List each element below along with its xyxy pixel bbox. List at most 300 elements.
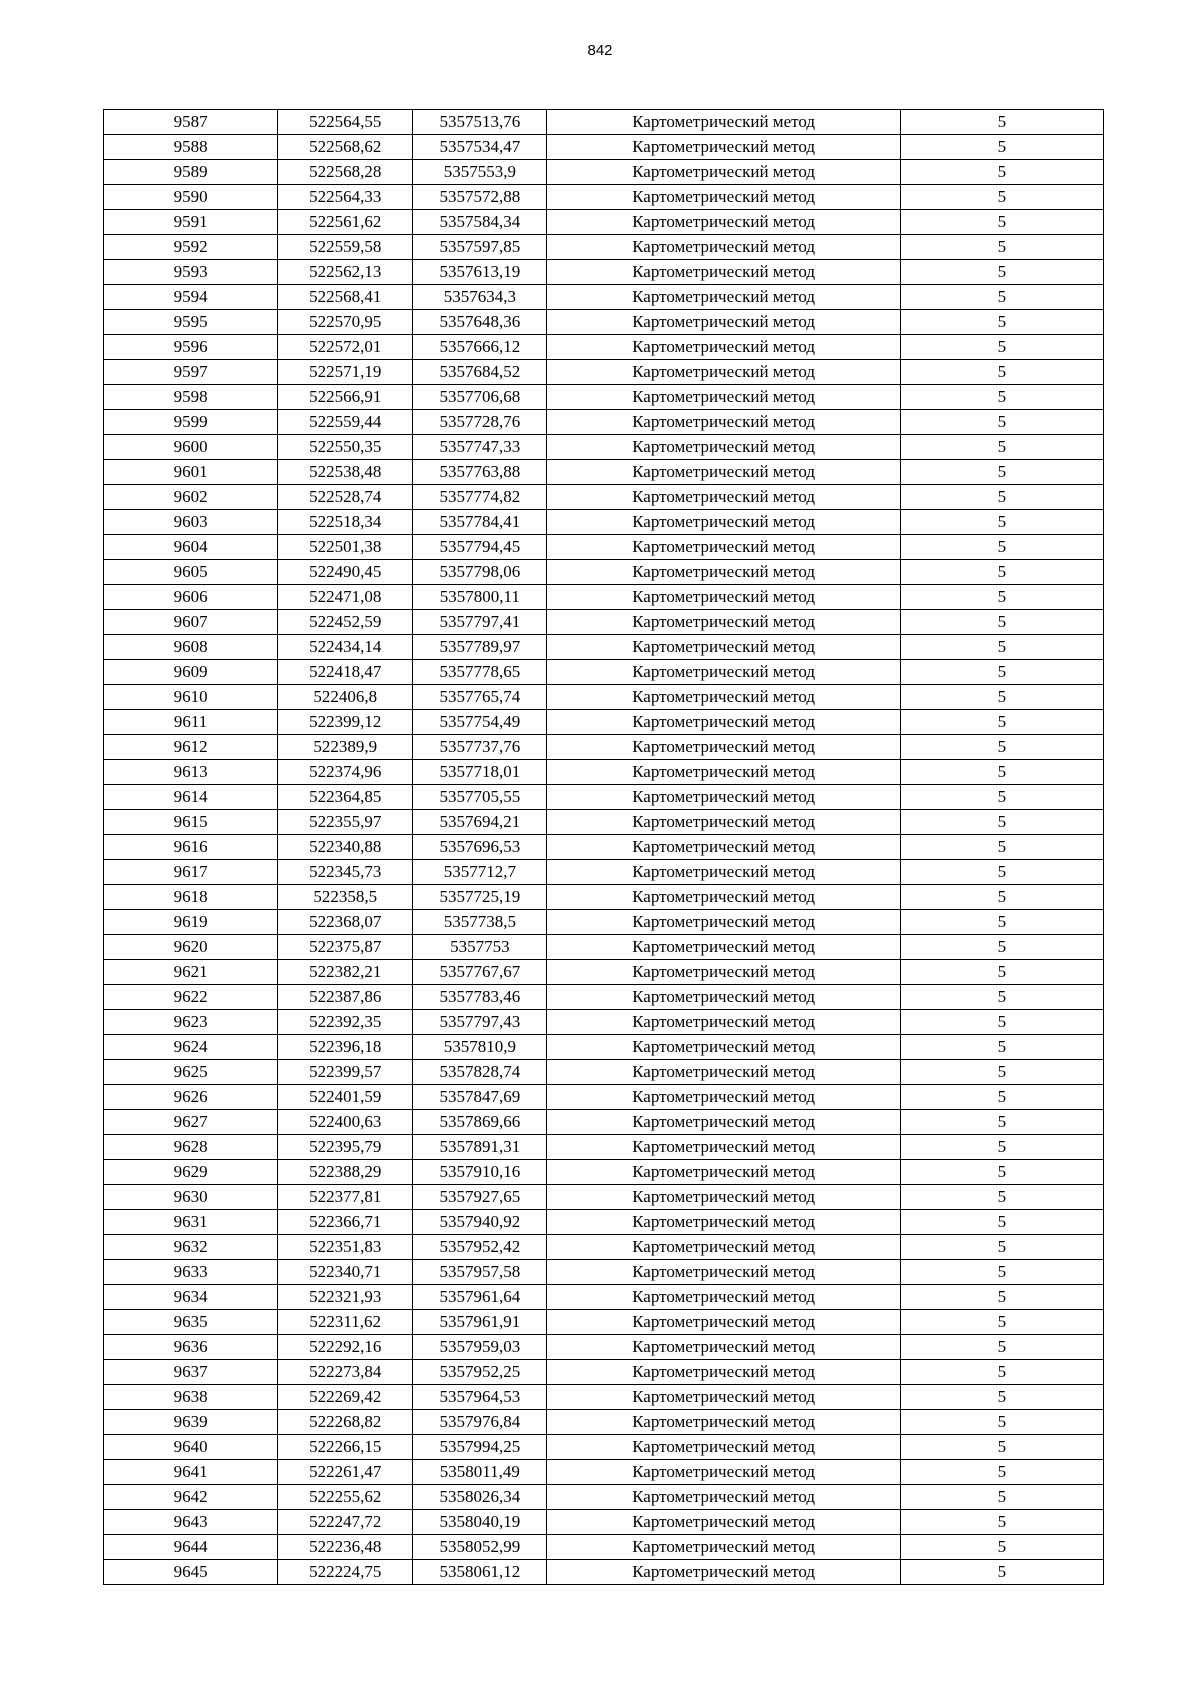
table-row [104, 460, 1104, 485]
page-number: 842 [587, 42, 613, 59]
method-cell: Картометрический метод [547, 1010, 900, 1035]
point-number-cell: 9603 [104, 510, 278, 535]
point-number-cell: 9606 [104, 585, 278, 610]
method-cell: Картометрический метод [547, 1210, 900, 1235]
table-row [104, 1235, 1104, 1260]
y-coordinate-cell: 5357728,76 [413, 410, 547, 435]
accuracy-cell: 5 [900, 160, 1103, 185]
x-coordinate-cell: 522395,79 [278, 1135, 413, 1160]
table-row [104, 1285, 1104, 1310]
y-coordinate-cell: 5357869,66 [413, 1110, 547, 1135]
point-number-cell: 9644 [104, 1535, 278, 1560]
y-coordinate-cell: 5357684,52 [413, 360, 547, 385]
method-cell: Картометрический метод [547, 460, 900, 485]
point-number-cell: 9609 [104, 660, 278, 685]
y-coordinate-cell: 5357763,88 [413, 460, 547, 485]
table-row [104, 1310, 1104, 1335]
y-coordinate-cell: 5357737,76 [413, 735, 547, 760]
accuracy-cell: 5 [900, 510, 1103, 535]
x-coordinate-cell: 522559,58 [278, 235, 413, 260]
accuracy-cell: 5 [900, 1535, 1103, 1560]
accuracy-cell: 5 [900, 285, 1103, 310]
table-row [104, 1135, 1104, 1160]
y-coordinate-cell: 5357952,25 [413, 1360, 547, 1385]
method-cell: Картометрический метод [547, 710, 900, 735]
table-row [104, 185, 1104, 210]
table-row [104, 585, 1104, 610]
x-coordinate-cell: 522268,82 [278, 1410, 413, 1435]
table-row [104, 960, 1104, 985]
method-cell: Картометрический метод [547, 760, 900, 785]
y-coordinate-cell: 5357797,41 [413, 610, 547, 635]
table-row [104, 610, 1104, 635]
y-coordinate-cell: 5357961,91 [413, 1310, 547, 1335]
accuracy-cell: 5 [900, 1385, 1103, 1410]
method-cell: Картометрический метод [547, 585, 900, 610]
y-coordinate-cell: 5357738,5 [413, 910, 547, 935]
method-cell: Картометрический метод [547, 1110, 900, 1135]
method-cell: Картометрический метод [547, 110, 900, 135]
y-coordinate-cell: 5358026,34 [413, 1485, 547, 1510]
x-coordinate-cell: 522366,71 [278, 1210, 413, 1235]
point-number-cell: 9635 [104, 1310, 278, 1335]
method-cell: Картометрический метод [547, 385, 900, 410]
accuracy-cell: 5 [900, 535, 1103, 560]
point-number-cell: 9620 [104, 935, 278, 960]
table-row [104, 1185, 1104, 1210]
y-coordinate-cell: 5358061,12 [413, 1560, 547, 1585]
method-cell: Картометрический метод [547, 635, 900, 660]
accuracy-cell: 5 [900, 185, 1103, 210]
x-coordinate-cell: 522345,73 [278, 860, 413, 885]
point-number-cell: 9638 [104, 1385, 278, 1410]
method-cell: Картометрический метод [547, 1535, 900, 1560]
table-row [104, 985, 1104, 1010]
method-cell: Картометрический метод [547, 285, 900, 310]
table-row [104, 285, 1104, 310]
accuracy-cell: 5 [900, 1035, 1103, 1060]
accuracy-cell: 5 [900, 485, 1103, 510]
x-coordinate-cell: 522375,87 [278, 935, 413, 960]
accuracy-cell: 5 [900, 585, 1103, 610]
y-coordinate-cell: 5357810,9 [413, 1035, 547, 1060]
method-cell: Картометрический метод [547, 360, 900, 385]
method-cell: Картометрический метод [547, 660, 900, 685]
x-coordinate-cell: 522501,38 [278, 535, 413, 560]
x-coordinate-cell: 522340,71 [278, 1260, 413, 1285]
y-coordinate-cell: 5358052,99 [413, 1535, 547, 1560]
accuracy-cell: 5 [900, 1460, 1103, 1485]
table-row [104, 110, 1104, 135]
y-coordinate-cell: 5357513,76 [413, 110, 547, 135]
table-row [104, 1535, 1104, 1560]
table-row [104, 935, 1104, 960]
method-cell: Картометрический метод [547, 485, 900, 510]
x-coordinate-cell: 522564,55 [278, 110, 413, 135]
table-row [104, 135, 1104, 160]
point-number-cell: 9608 [104, 635, 278, 660]
x-coordinate-cell: 522571,19 [278, 360, 413, 385]
x-coordinate-cell: 522321,93 [278, 1285, 413, 1310]
x-coordinate-cell: 522351,83 [278, 1235, 413, 1260]
x-coordinate-cell: 522396,18 [278, 1035, 413, 1060]
point-number-cell: 9645 [104, 1560, 278, 1585]
x-coordinate-cell: 522273,84 [278, 1360, 413, 1385]
accuracy-cell: 5 [900, 1360, 1103, 1385]
method-cell: Картометрический метод [547, 685, 900, 710]
accuracy-cell: 5 [900, 1010, 1103, 1035]
method-cell: Картометрический метод [547, 560, 900, 585]
point-number-cell: 9618 [104, 885, 278, 910]
y-coordinate-cell: 5357927,65 [413, 1185, 547, 1210]
table-row [104, 1435, 1104, 1460]
accuracy-cell: 5 [900, 860, 1103, 885]
accuracy-cell: 5 [900, 210, 1103, 235]
method-cell: Картометрический метод [547, 1285, 900, 1310]
x-coordinate-cell: 522387,86 [278, 985, 413, 1010]
x-coordinate-cell: 522406,8 [278, 685, 413, 710]
accuracy-cell: 5 [900, 1110, 1103, 1135]
x-coordinate-cell: 522388,29 [278, 1160, 413, 1185]
y-coordinate-cell: 5358011,49 [413, 1460, 547, 1485]
y-coordinate-cell: 5357797,43 [413, 1010, 547, 1035]
table-row [104, 1410, 1104, 1435]
y-coordinate-cell: 5357910,16 [413, 1160, 547, 1185]
point-number-cell: 9605 [104, 560, 278, 585]
method-cell: Картометрический метод [547, 185, 900, 210]
point-number-cell: 9612 [104, 735, 278, 760]
x-coordinate-cell: 522550,35 [278, 435, 413, 460]
method-cell: Картометрический метод [547, 160, 900, 185]
accuracy-cell: 5 [900, 435, 1103, 460]
accuracy-cell: 5 [900, 110, 1103, 135]
accuracy-cell: 5 [900, 560, 1103, 585]
table-row [104, 1060, 1104, 1085]
method-cell: Картометрический метод [547, 1335, 900, 1360]
accuracy-cell: 5 [900, 710, 1103, 735]
accuracy-cell: 5 [900, 1435, 1103, 1460]
coordinates-table [103, 109, 1104, 1585]
point-number-cell: 9636 [104, 1335, 278, 1360]
y-coordinate-cell: 5357891,31 [413, 1135, 547, 1160]
x-coordinate-cell: 522572,01 [278, 335, 413, 360]
accuracy-cell: 5 [900, 985, 1103, 1010]
x-coordinate-cell: 522389,9 [278, 735, 413, 760]
accuracy-cell: 5 [900, 735, 1103, 760]
point-number-cell: 9590 [104, 185, 278, 210]
accuracy-cell: 5 [900, 1410, 1103, 1435]
accuracy-cell: 5 [900, 1310, 1103, 1335]
x-coordinate-cell: 522255,62 [278, 1485, 413, 1510]
accuracy-cell: 5 [900, 1285, 1103, 1310]
point-number-cell: 9597 [104, 360, 278, 385]
x-coordinate-cell: 522247,72 [278, 1510, 413, 1535]
x-coordinate-cell: 522568,41 [278, 285, 413, 310]
accuracy-cell: 5 [900, 660, 1103, 685]
method-cell: Картометрический метод [547, 735, 900, 760]
accuracy-cell: 5 [900, 1235, 1103, 1260]
y-coordinate-cell: 5357666,12 [413, 335, 547, 360]
accuracy-cell: 5 [900, 385, 1103, 410]
y-coordinate-cell: 5357696,53 [413, 835, 547, 860]
y-coordinate-cell: 5357800,11 [413, 585, 547, 610]
method-cell: Картометрический метод [547, 210, 900, 235]
point-number-cell: 9630 [104, 1185, 278, 1210]
method-cell: Картометрический метод [547, 335, 900, 360]
accuracy-cell: 5 [900, 1260, 1103, 1285]
point-number-cell: 9631 [104, 1210, 278, 1235]
y-coordinate-cell: 5357613,19 [413, 260, 547, 285]
method-cell: Картометрический метод [547, 910, 900, 935]
table-row [104, 1485, 1104, 1510]
method-cell: Картометрический метод [547, 860, 900, 885]
accuracy-cell: 5 [900, 1160, 1103, 1185]
x-coordinate-cell: 522528,74 [278, 485, 413, 510]
x-coordinate-cell: 522399,57 [278, 1060, 413, 1085]
method-cell: Картометрический метод [547, 985, 900, 1010]
y-coordinate-cell: 5357778,65 [413, 660, 547, 685]
x-coordinate-cell: 522374,96 [278, 760, 413, 785]
method-cell: Картометрический метод [547, 935, 900, 960]
y-coordinate-cell: 5357952,42 [413, 1235, 547, 1260]
accuracy-cell: 5 [900, 360, 1103, 385]
x-coordinate-cell: 522418,47 [278, 660, 413, 685]
method-cell: Картометрический метод [547, 810, 900, 835]
table-row [104, 1160, 1104, 1185]
table-row [104, 860, 1104, 885]
point-number-cell: 9641 [104, 1460, 278, 1485]
y-coordinate-cell: 5357765,74 [413, 685, 547, 710]
y-coordinate-cell: 5357694,21 [413, 810, 547, 835]
method-cell: Картометрический метод [547, 785, 900, 810]
table-row [104, 1210, 1104, 1235]
point-number-cell: 9633 [104, 1260, 278, 1285]
method-cell: Картометрический метод [547, 835, 900, 860]
accuracy-cell: 5 [900, 1085, 1103, 1110]
table-row [104, 710, 1104, 735]
accuracy-cell: 5 [900, 610, 1103, 635]
method-cell: Картометрический метод [547, 1460, 900, 1485]
point-number-cell: 9598 [104, 385, 278, 410]
table-row [104, 910, 1104, 935]
accuracy-cell: 5 [900, 685, 1103, 710]
accuracy-cell: 5 [900, 1210, 1103, 1235]
y-coordinate-cell: 5357747,33 [413, 435, 547, 460]
accuracy-cell: 5 [900, 135, 1103, 160]
point-number-cell: 9616 [104, 835, 278, 860]
x-coordinate-cell: 522568,28 [278, 160, 413, 185]
accuracy-cell: 5 [900, 235, 1103, 260]
y-coordinate-cell: 5357725,19 [413, 885, 547, 910]
table-row [104, 1085, 1104, 1110]
point-number-cell: 9602 [104, 485, 278, 510]
point-number-cell: 9614 [104, 785, 278, 810]
y-coordinate-cell: 5357754,49 [413, 710, 547, 735]
accuracy-cell: 5 [900, 1335, 1103, 1360]
method-cell: Картометрический метод [547, 1510, 900, 1535]
method-cell: Картометрический метод [547, 1310, 900, 1335]
x-coordinate-cell: 522292,16 [278, 1335, 413, 1360]
method-cell: Картометрический метод [547, 410, 900, 435]
point-number-cell: 9588 [104, 135, 278, 160]
method-cell: Картометрический метод [547, 1060, 900, 1085]
table-row [104, 1510, 1104, 1535]
point-number-cell: 9613 [104, 760, 278, 785]
method-cell: Картометрический метод [547, 510, 900, 535]
method-cell: Картометрический метод [547, 235, 900, 260]
point-number-cell: 9599 [104, 410, 278, 435]
point-number-cell: 9637 [104, 1360, 278, 1385]
accuracy-cell: 5 [900, 260, 1103, 285]
method-cell: Картометрический метод [547, 135, 900, 160]
x-coordinate-cell: 522562,13 [278, 260, 413, 285]
method-cell: Картометрический метод [547, 1135, 900, 1160]
point-number-cell: 9600 [104, 435, 278, 460]
accuracy-cell: 5 [900, 1060, 1103, 1085]
accuracy-cell: 5 [900, 785, 1103, 810]
method-cell: Картометрический метод [547, 1385, 900, 1410]
accuracy-cell: 5 [900, 460, 1103, 485]
y-coordinate-cell: 5357774,82 [413, 485, 547, 510]
method-cell: Картометрический метод [547, 1235, 900, 1260]
x-coordinate-cell: 522355,97 [278, 810, 413, 835]
method-cell: Картометрический метод [547, 1485, 900, 1510]
y-coordinate-cell: 5357789,97 [413, 635, 547, 660]
y-coordinate-cell: 5357553,9 [413, 160, 547, 185]
method-cell: Картометрический метод [547, 1360, 900, 1385]
accuracy-cell: 5 [900, 1560, 1103, 1585]
y-coordinate-cell: 5357794,45 [413, 535, 547, 560]
point-number-cell: 9617 [104, 860, 278, 885]
accuracy-cell: 5 [900, 1485, 1103, 1510]
accuracy-cell: 5 [900, 835, 1103, 860]
point-number-cell: 9629 [104, 1160, 278, 1185]
y-coordinate-cell: 5357648,36 [413, 310, 547, 335]
point-number-cell: 9642 [104, 1485, 278, 1510]
point-number-cell: 9591 [104, 210, 278, 235]
x-coordinate-cell: 522311,62 [278, 1310, 413, 1335]
method-cell: Картометрический метод [547, 1260, 900, 1285]
y-coordinate-cell: 5357994,25 [413, 1435, 547, 1460]
table-row [104, 160, 1104, 185]
x-coordinate-cell: 522400,63 [278, 1110, 413, 1135]
method-cell: Картометрический метод [547, 1085, 900, 1110]
x-coordinate-cell: 522266,15 [278, 1435, 413, 1460]
y-coordinate-cell: 5357706,68 [413, 385, 547, 410]
y-coordinate-cell: 5357767,67 [413, 960, 547, 985]
table-row [104, 885, 1104, 910]
x-coordinate-cell: 522452,59 [278, 610, 413, 635]
table-row [104, 1335, 1104, 1360]
method-cell: Картометрический метод [547, 310, 900, 335]
point-number-cell: 9634 [104, 1285, 278, 1310]
table-row [104, 310, 1104, 335]
point-number-cell: 9628 [104, 1135, 278, 1160]
table-row [104, 435, 1104, 460]
y-coordinate-cell: 5357940,92 [413, 1210, 547, 1235]
x-coordinate-cell: 522559,44 [278, 410, 413, 435]
accuracy-cell: 5 [900, 910, 1103, 935]
x-coordinate-cell: 522399,12 [278, 710, 413, 735]
y-coordinate-cell: 5357572,88 [413, 185, 547, 210]
x-coordinate-cell: 522382,21 [278, 960, 413, 985]
point-number-cell: 9624 [104, 1035, 278, 1060]
point-number-cell: 9595 [104, 310, 278, 335]
x-coordinate-cell: 522538,48 [278, 460, 413, 485]
y-coordinate-cell: 5357957,58 [413, 1260, 547, 1285]
point-number-cell: 9596 [104, 335, 278, 360]
x-coordinate-cell: 522269,42 [278, 1385, 413, 1410]
point-number-cell: 9601 [104, 460, 278, 485]
x-coordinate-cell: 522490,45 [278, 560, 413, 585]
point-number-cell: 9621 [104, 960, 278, 985]
table-row [104, 485, 1104, 510]
table-row [104, 735, 1104, 760]
y-coordinate-cell: 5357584,34 [413, 210, 547, 235]
table-row [104, 1560, 1104, 1585]
method-cell: Картометрический метод [547, 1435, 900, 1460]
y-coordinate-cell: 5358040,19 [413, 1510, 547, 1535]
point-number-cell: 9611 [104, 710, 278, 735]
point-number-cell: 9643 [104, 1510, 278, 1535]
method-cell: Картометрический метод [547, 610, 900, 635]
table-row [104, 1460, 1104, 1485]
y-coordinate-cell: 5357753 [413, 935, 547, 960]
y-coordinate-cell: 5357976,84 [413, 1410, 547, 1435]
point-number-cell: 9589 [104, 160, 278, 185]
table-row [104, 1260, 1104, 1285]
y-coordinate-cell: 5357964,53 [413, 1385, 547, 1410]
method-cell: Картометрический метод [547, 535, 900, 560]
accuracy-cell: 5 [900, 885, 1103, 910]
method-cell: Картометрический метод [547, 435, 900, 460]
method-cell: Картометрический метод [547, 960, 900, 985]
x-coordinate-cell: 522561,62 [278, 210, 413, 235]
accuracy-cell: 5 [900, 960, 1103, 985]
point-number-cell: 9610 [104, 685, 278, 710]
y-coordinate-cell: 5357798,06 [413, 560, 547, 585]
table-row [104, 260, 1104, 285]
y-coordinate-cell: 5357828,74 [413, 1060, 547, 1085]
table-row [104, 335, 1104, 360]
accuracy-cell: 5 [900, 760, 1103, 785]
table-row [104, 1035, 1104, 1060]
table-row [104, 510, 1104, 535]
table-row [104, 560, 1104, 585]
y-coordinate-cell: 5357712,7 [413, 860, 547, 885]
point-number-cell: 9587 [104, 110, 278, 135]
table-row [104, 785, 1104, 810]
y-coordinate-cell: 5357959,03 [413, 1335, 547, 1360]
table-row [104, 410, 1104, 435]
method-cell: Картометрический метод [547, 1560, 900, 1585]
x-coordinate-cell: 522518,34 [278, 510, 413, 535]
table-row [104, 235, 1104, 260]
table-row [104, 810, 1104, 835]
table-row [104, 360, 1104, 385]
point-number-cell: 9593 [104, 260, 278, 285]
x-coordinate-cell: 522568,62 [278, 135, 413, 160]
y-coordinate-cell: 5357783,46 [413, 985, 547, 1010]
y-coordinate-cell: 5357784,41 [413, 510, 547, 535]
table-row [104, 210, 1104, 235]
y-coordinate-cell: 5357847,69 [413, 1085, 547, 1110]
point-number-cell: 9623 [104, 1010, 278, 1035]
accuracy-cell: 5 [900, 310, 1103, 335]
x-coordinate-cell: 522570,95 [278, 310, 413, 335]
y-coordinate-cell: 5357534,47 [413, 135, 547, 160]
accuracy-cell: 5 [900, 335, 1103, 360]
